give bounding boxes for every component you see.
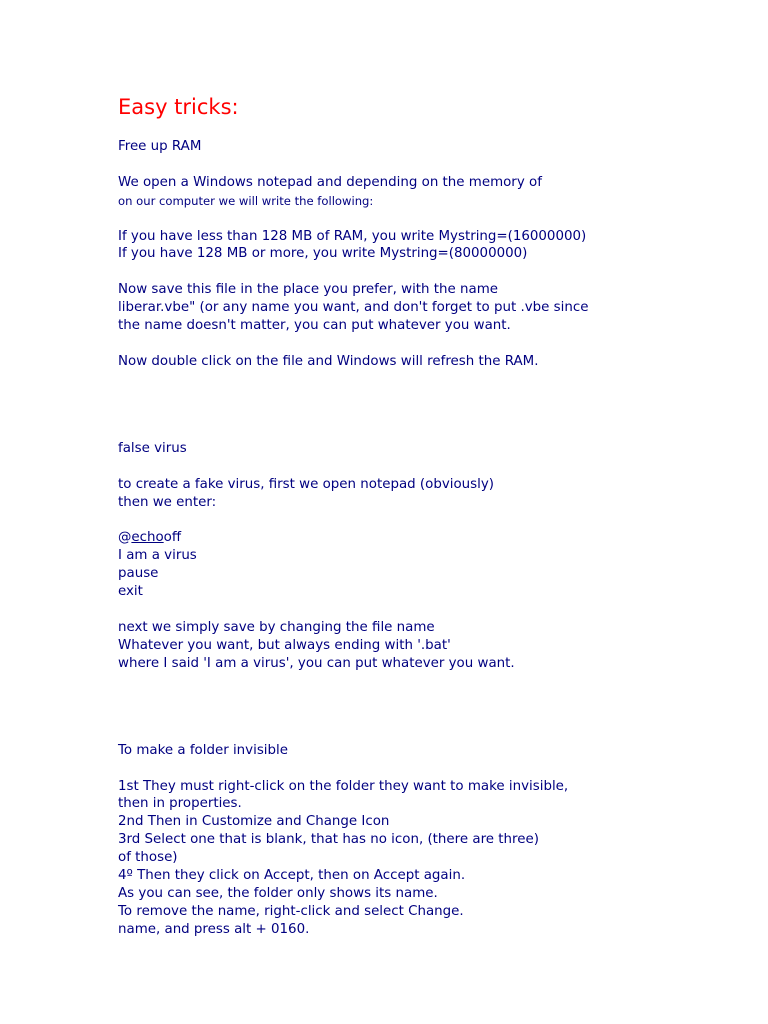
virus-code-line-4: exit xyxy=(118,584,143,599)
virus-code-line-2: I am a virus xyxy=(118,548,197,563)
virus-code-line-3: pause xyxy=(118,566,159,581)
code-at-sign: @ xyxy=(118,530,132,545)
ram-section-heading: Free up RAM xyxy=(118,139,202,154)
virus-save-line-1: next we simply save by changing the file name xyxy=(118,620,435,635)
virus-code-line-1 xyxy=(118,529,181,547)
document-title: Easy tricks: xyxy=(118,95,239,119)
virus-section-heading: false virus xyxy=(118,441,187,456)
folder-section-heading: To make a folder invisible xyxy=(118,743,288,758)
virus-intro-line-1: to create a fake virus, first we open notepad (obviously) xyxy=(118,477,495,492)
ram-save-line-3: the name doesn't matter, you can put whatever you want. xyxy=(118,318,511,333)
folder-step3-line-1: 3rd Select one that is blank, that has no icon, (there are three) xyxy=(118,832,539,847)
folder-note-line-3: name, and press alt + 0160. xyxy=(118,922,310,937)
ram-less-line: If you have less than 128 MB of RAM, you write Mystring=(16000000) xyxy=(118,229,587,244)
ram-more-line: If you have 128 MB or more, you write Mystring=(80000000) xyxy=(118,246,528,261)
folder-step4: 4º Then they click on Accept, then on Accept again. xyxy=(118,868,466,883)
echo-link[interactable]: echo xyxy=(131,530,164,545)
folder-step1-line-2: then in properties. xyxy=(118,796,242,811)
ram-intro-line-2: on our computer we will write the following: xyxy=(118,194,374,208)
virus-save-line-2: Whatever you want, but always ending with '.bat' xyxy=(118,638,451,653)
virus-save-line-3: where I said 'I am a virus', you can put whatever you want. xyxy=(118,656,515,671)
folder-note-line-1: As you can see, the folder only shows its name. xyxy=(118,886,438,901)
folder-step3-line-2: of those) xyxy=(118,850,178,865)
ram-intro-line-1: We open a Windows notepad and depending on the memory of xyxy=(118,175,542,190)
ram-save-line-1: Now save this file in the place you prefer, with the name xyxy=(118,282,498,297)
folder-step1-line-1: 1st They must right-click on the folder they want to make invisible, xyxy=(118,779,569,794)
code-off-text: off xyxy=(163,530,182,545)
folder-step2: 2nd Then in Customize and Change Icon xyxy=(118,814,390,829)
ram-save-line-2: liberar.vbe" (or any name you want, and don't forget to put .vbe since xyxy=(118,300,589,315)
folder-note-line-2: To remove the name, right-click and select Change. xyxy=(118,904,464,919)
virus-intro-line-2: then we enter: xyxy=(118,495,217,510)
ram-final-line: Now double click on the file and Windows will refresh the RAM. xyxy=(118,354,539,369)
